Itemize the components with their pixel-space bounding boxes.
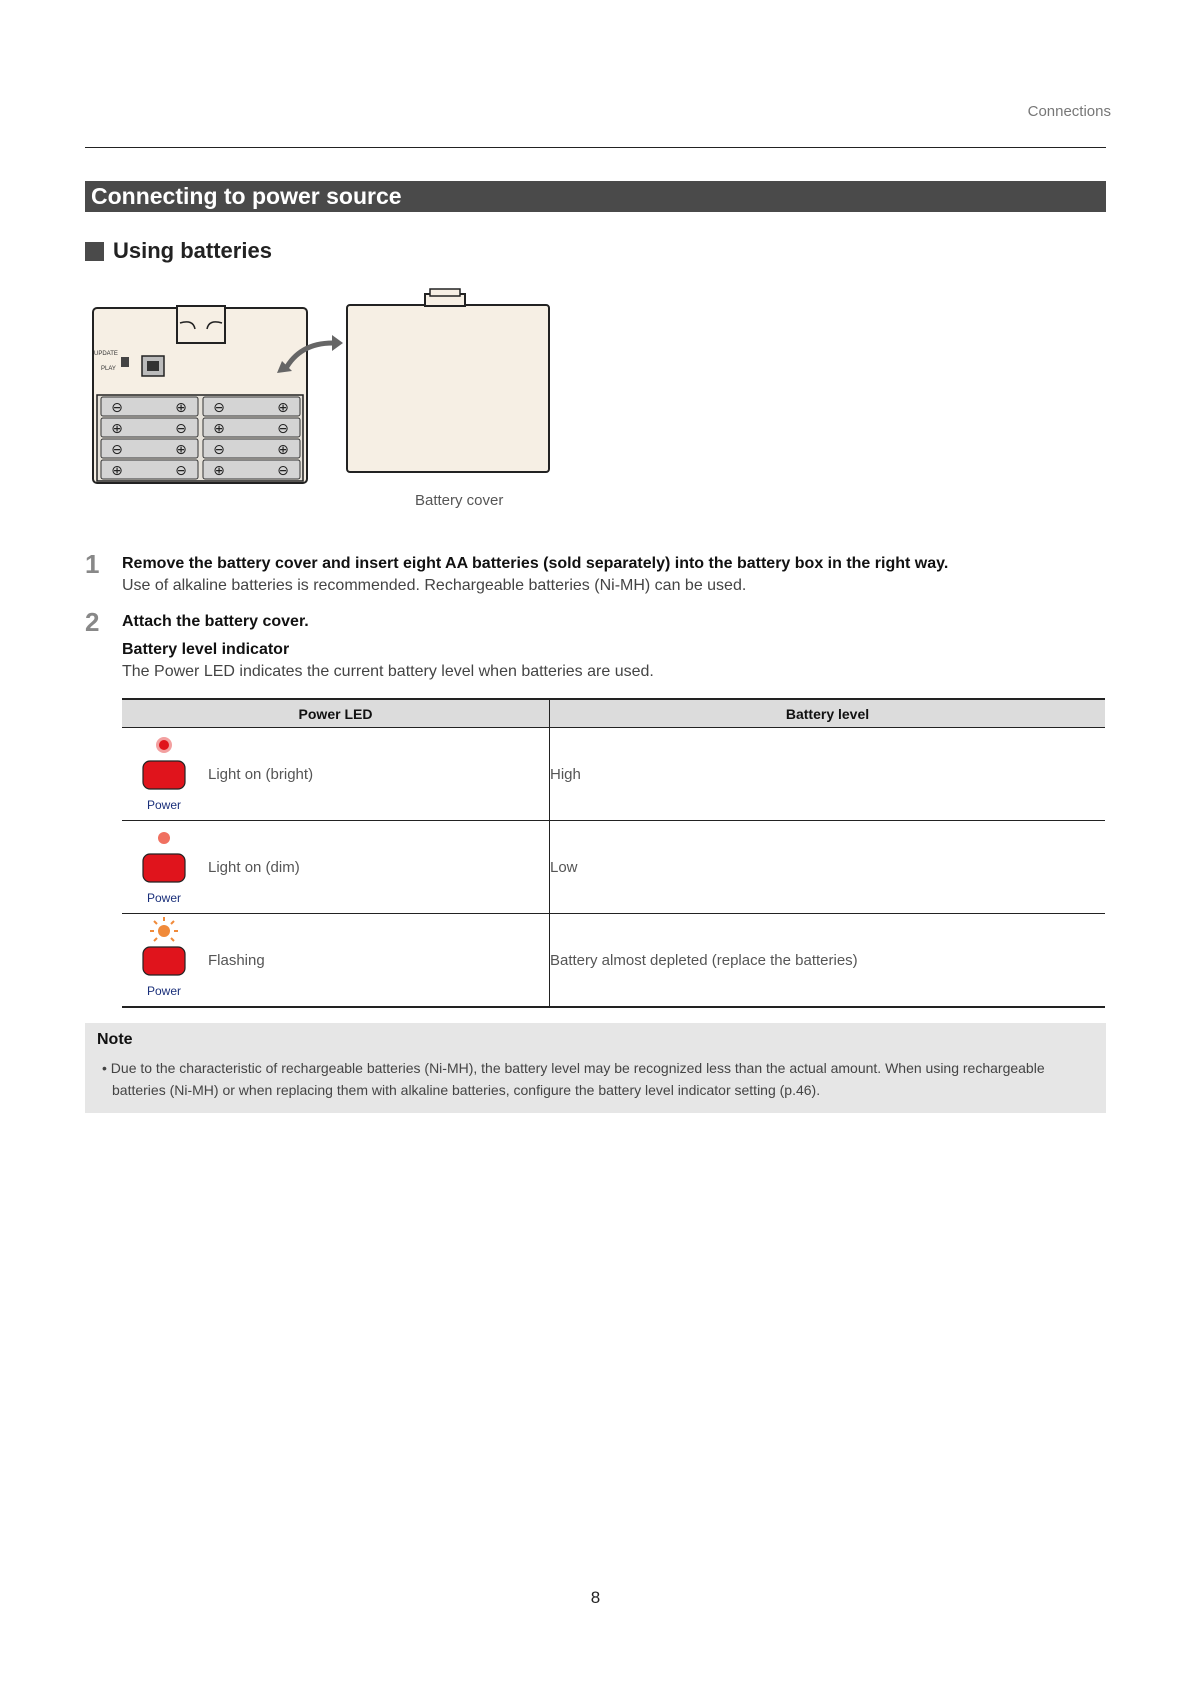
table-row xyxy=(122,728,1105,821)
svg-text:⊖: ⊖ xyxy=(213,442,225,458)
led-flashing-icon xyxy=(134,917,194,1003)
step-number: 2 xyxy=(85,607,100,637)
step-instruction: Remove the battery cover and insert eight AA batteries (sold separately) into the battery box in the right way. xyxy=(122,555,949,572)
battery-level-table xyxy=(122,698,1105,1008)
note-box xyxy=(85,1023,1106,1113)
header-rule xyxy=(85,147,1106,148)
section-title: Connecting to power source xyxy=(85,181,1106,212)
battery-figure xyxy=(85,275,605,520)
battery-box-illustration xyxy=(85,275,605,515)
battery-level: High xyxy=(550,728,1106,821)
svg-text:⊕: ⊕ xyxy=(175,400,187,416)
step-instruction: Attach the battery cover. xyxy=(122,613,309,630)
led-power-label: Power xyxy=(146,891,182,905)
svg-text:⊖: ⊖ xyxy=(213,400,225,416)
indicator-description: The Power LED indicates the current battery level when batteries are used. xyxy=(122,663,654,680)
led-state: Light on (dim) xyxy=(208,858,300,876)
svg-text:⊕: ⊕ xyxy=(277,400,289,416)
header-section-label: Connections xyxy=(1027,103,1111,120)
note-title: Note xyxy=(97,1031,133,1048)
svg-text:⊖: ⊖ xyxy=(277,463,289,479)
subsection-heading xyxy=(85,238,272,264)
led-state: Flashing xyxy=(208,951,265,969)
battery-level: Low xyxy=(550,821,1106,914)
step-detail: Use of alkaline batteries is recommended. Rechargeable batteries (Ni-MH) can be used. xyxy=(122,577,747,594)
switch-top-label: UPDATE xyxy=(94,351,118,357)
svg-text:⊖: ⊖ xyxy=(277,421,289,437)
square-bullet-icon xyxy=(85,242,104,261)
page-number: 8 xyxy=(590,1588,601,1607)
svg-text:⊕: ⊕ xyxy=(111,421,123,437)
step-1 xyxy=(85,549,1085,599)
column-header-power-led: Power LED xyxy=(122,699,550,728)
svg-text:⊕: ⊕ xyxy=(277,442,289,458)
svg-text:⊕: ⊕ xyxy=(111,463,123,479)
svg-text:⊕: ⊕ xyxy=(175,442,187,458)
indicator-title: Battery level indicator xyxy=(122,641,290,658)
svg-text:⊖: ⊖ xyxy=(175,463,187,479)
svg-text:⊖: ⊖ xyxy=(111,442,123,458)
svg-text:⊕: ⊕ xyxy=(213,463,225,479)
led-dim-icon xyxy=(134,824,194,910)
led-power-label: Power xyxy=(146,798,182,812)
column-header-battery-level: Battery level xyxy=(550,699,1106,728)
svg-text:⊕: ⊕ xyxy=(213,421,225,437)
switch-bottom-label: PLAY xyxy=(101,366,116,372)
table-header-row xyxy=(122,699,1105,728)
subsection-title: Using batteries xyxy=(113,238,272,263)
note-text: Due to the characteristic of rechargeable batteries (Ni-MH), the battery level may be recognized less than the actual amount. When using rechargeable batteries (Ni-MH) or when replacing them with alkaline batteries, configure the battery level indicator setting (p.46). xyxy=(110,1060,1045,1098)
led-cell xyxy=(122,914,550,1008)
note-item: • Due to the characteristic of rechargeable batteries (Ni-MH), the battery level may be recognized less than the actual amount. When using rechargeable batteries (Ni-MH) or when replacing them with alkaline batteries, configure the battery level indicator setting (p.46). xyxy=(102,1060,1045,1098)
led-cell xyxy=(122,821,550,914)
table-row xyxy=(122,821,1105,914)
led-bright-icon xyxy=(134,731,194,817)
battery-cover-label: Battery cover xyxy=(415,492,504,509)
led-cell xyxy=(122,728,550,821)
svg-text:⊖: ⊖ xyxy=(111,400,123,416)
table-row xyxy=(122,914,1105,1008)
svg-text:⊖: ⊖ xyxy=(175,421,187,437)
step-2 xyxy=(85,607,1085,637)
led-power-label: Power xyxy=(146,984,182,998)
step-number: 1 xyxy=(85,549,100,579)
battery-level: Battery almost depleted (replace the batteries) xyxy=(550,914,1106,1008)
led-state: Light on (bright) xyxy=(208,765,314,783)
